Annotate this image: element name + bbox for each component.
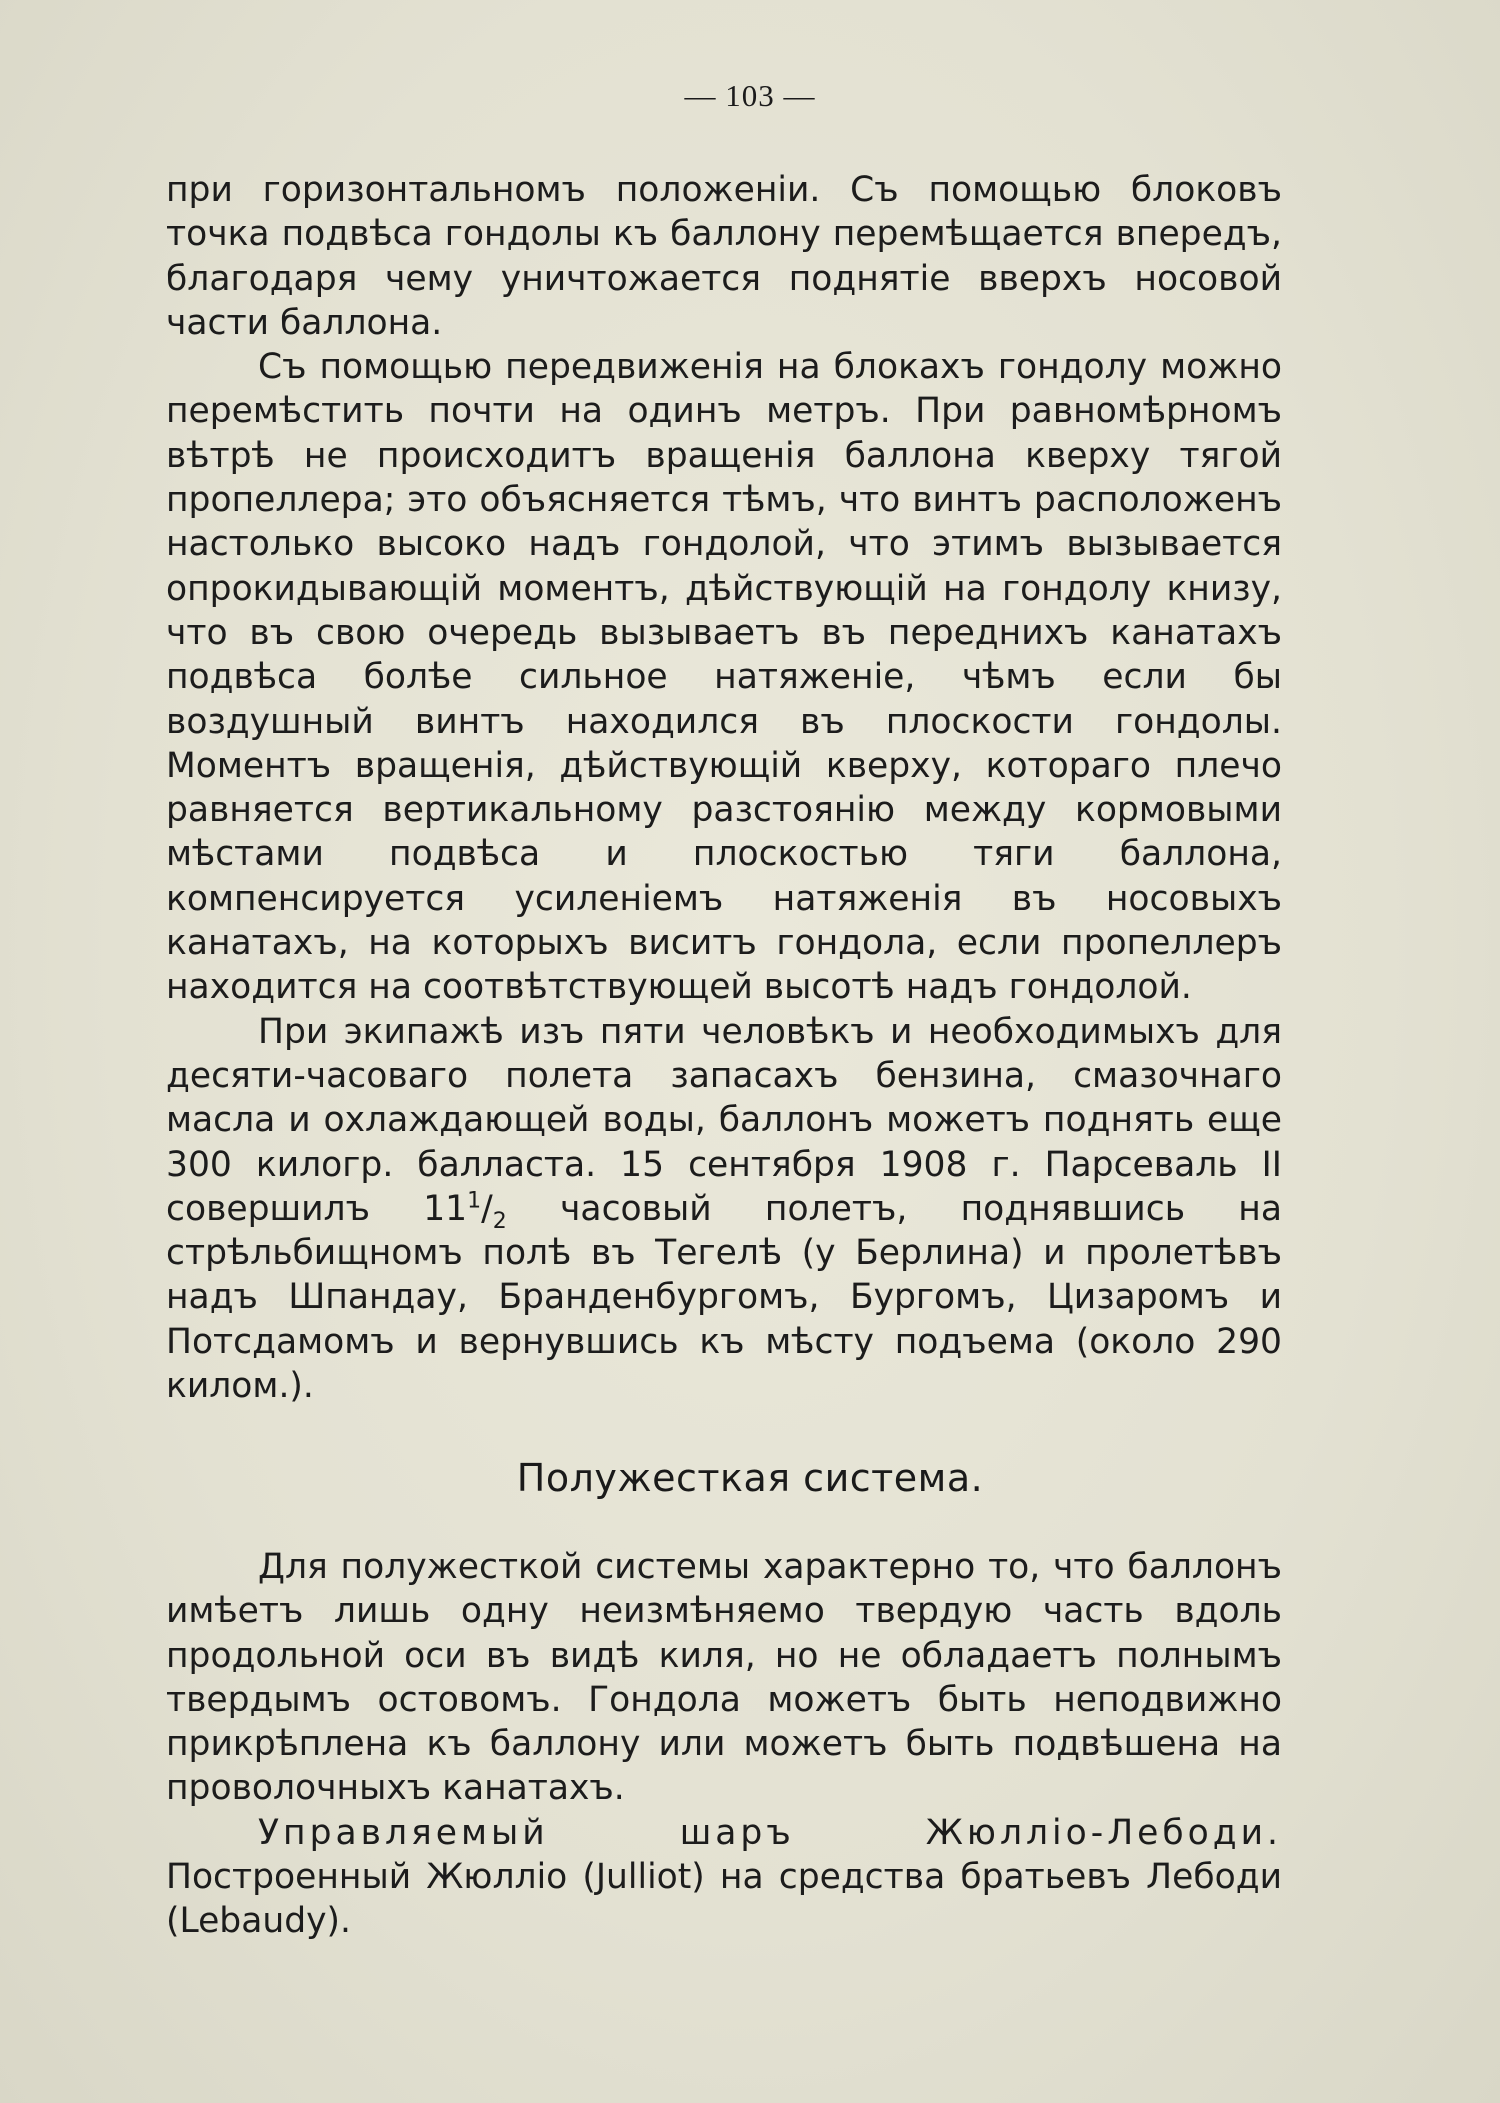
section-heading: Полужесткая система. bbox=[516, 1456, 984, 1500]
airship-name: Управляемый шаръ Жюллiо-Лебоди. bbox=[258, 1812, 1282, 1853]
paragraph-3 bbox=[166, 1010, 1282, 1409]
paragraph-2: Съ помощью передвиженiя на блокахъ гондолу можно перемѣстить почти на одинъ метръ. При равномѣрномъ вѣтрѣ не происходитъ вращенiя баллона кверху тягой пропеллера; это объясняется тѣмъ, что винтъ расположенъ настолько высоко надъ гондолой, что этимъ вызывается опрокидывающiй моментъ, дѣйствующiй на гондолу книзу, что въ свою очередь вызываетъ въ переднихъ канатахъ подвѣса болѣе сильное натяженiе, чѣмъ если бы воздушный винтъ находился въ плоскости гондолы. Моментъ вращенiя, дѣйствующiй кверху, котораго плечо равняется вертикальному разстоянiю между кормовыми мѣстами подвѣса и плоскостью тяги баллона, компенсируется усиленiемъ натяженiя въ носовыхъ канатахъ, на которыхъ виситъ гондола, если пропеллеръ находится на соотвѣтствующей высотѣ надъ гондолой. bbox=[166, 347, 1282, 1008]
paragraph-4: Для полужесткой системы характерно то, что баллонъ имѣетъ лишь одну неизмѣняемо твердую часть вдоль продольной оси въ видѣ киля, но не обладаетъ полнымъ твердымъ остовомъ. Гондола можетъ быть неподвижно прикрѣплена къ баллону или можетъ быть подвѣшена на проволочныхъ канатахъ. bbox=[166, 1547, 1282, 1809]
paragraph-1: при горизонтальномъ положенiи. Съ помощью блоковъ точка подвѣса гондолы къ баллону перемѣщается впередъ, благодаря чему уничтожается поднятiе вверхъ носовой части баллона. bbox=[166, 170, 1282, 343]
fraction-whole: 11 bbox=[423, 1188, 468, 1229]
fraction-slash: / bbox=[481, 1188, 493, 1229]
paragraph-5-text: Построенный Жюллiо (Julliot) на средства братьевъ Лебоди (Lebaudy). bbox=[166, 1857, 1282, 1942]
fraction-denominator: 2 bbox=[492, 1208, 507, 1234]
page-number: — 103 — bbox=[684, 78, 816, 113]
section-main-text bbox=[166, 168, 1282, 1408]
section-semi-rigid-text bbox=[166, 1545, 1282, 1944]
paragraph-3-continuation: часовый полетъ, поднявшись на стрѣльбищномъ полѣ въ Тегелѣ (у Берлина) и пролетѣвъ надъ Шпандау, Бранденбургомъ, Бургомъ, Цизаромъ и Потсдамомъ и вернувшись къ мѣсту подъема (около 290 килом.). bbox=[166, 1188, 1282, 1407]
fraction-numerator: 1 bbox=[467, 1188, 482, 1214]
paragraph-5 bbox=[166, 1811, 1282, 1944]
paragraph-3-text: При экипажѣ изъ пяти человѣкъ и необходимыхъ для десяти-часоваго полета запасахъ бензина, смазочнаго масла и охлаждающей воды, баллонъ можетъ поднять еще 300 килогр. балласта. 15 сентября 1908 г. Парсеваль II совершилъ bbox=[166, 1011, 1282, 1229]
